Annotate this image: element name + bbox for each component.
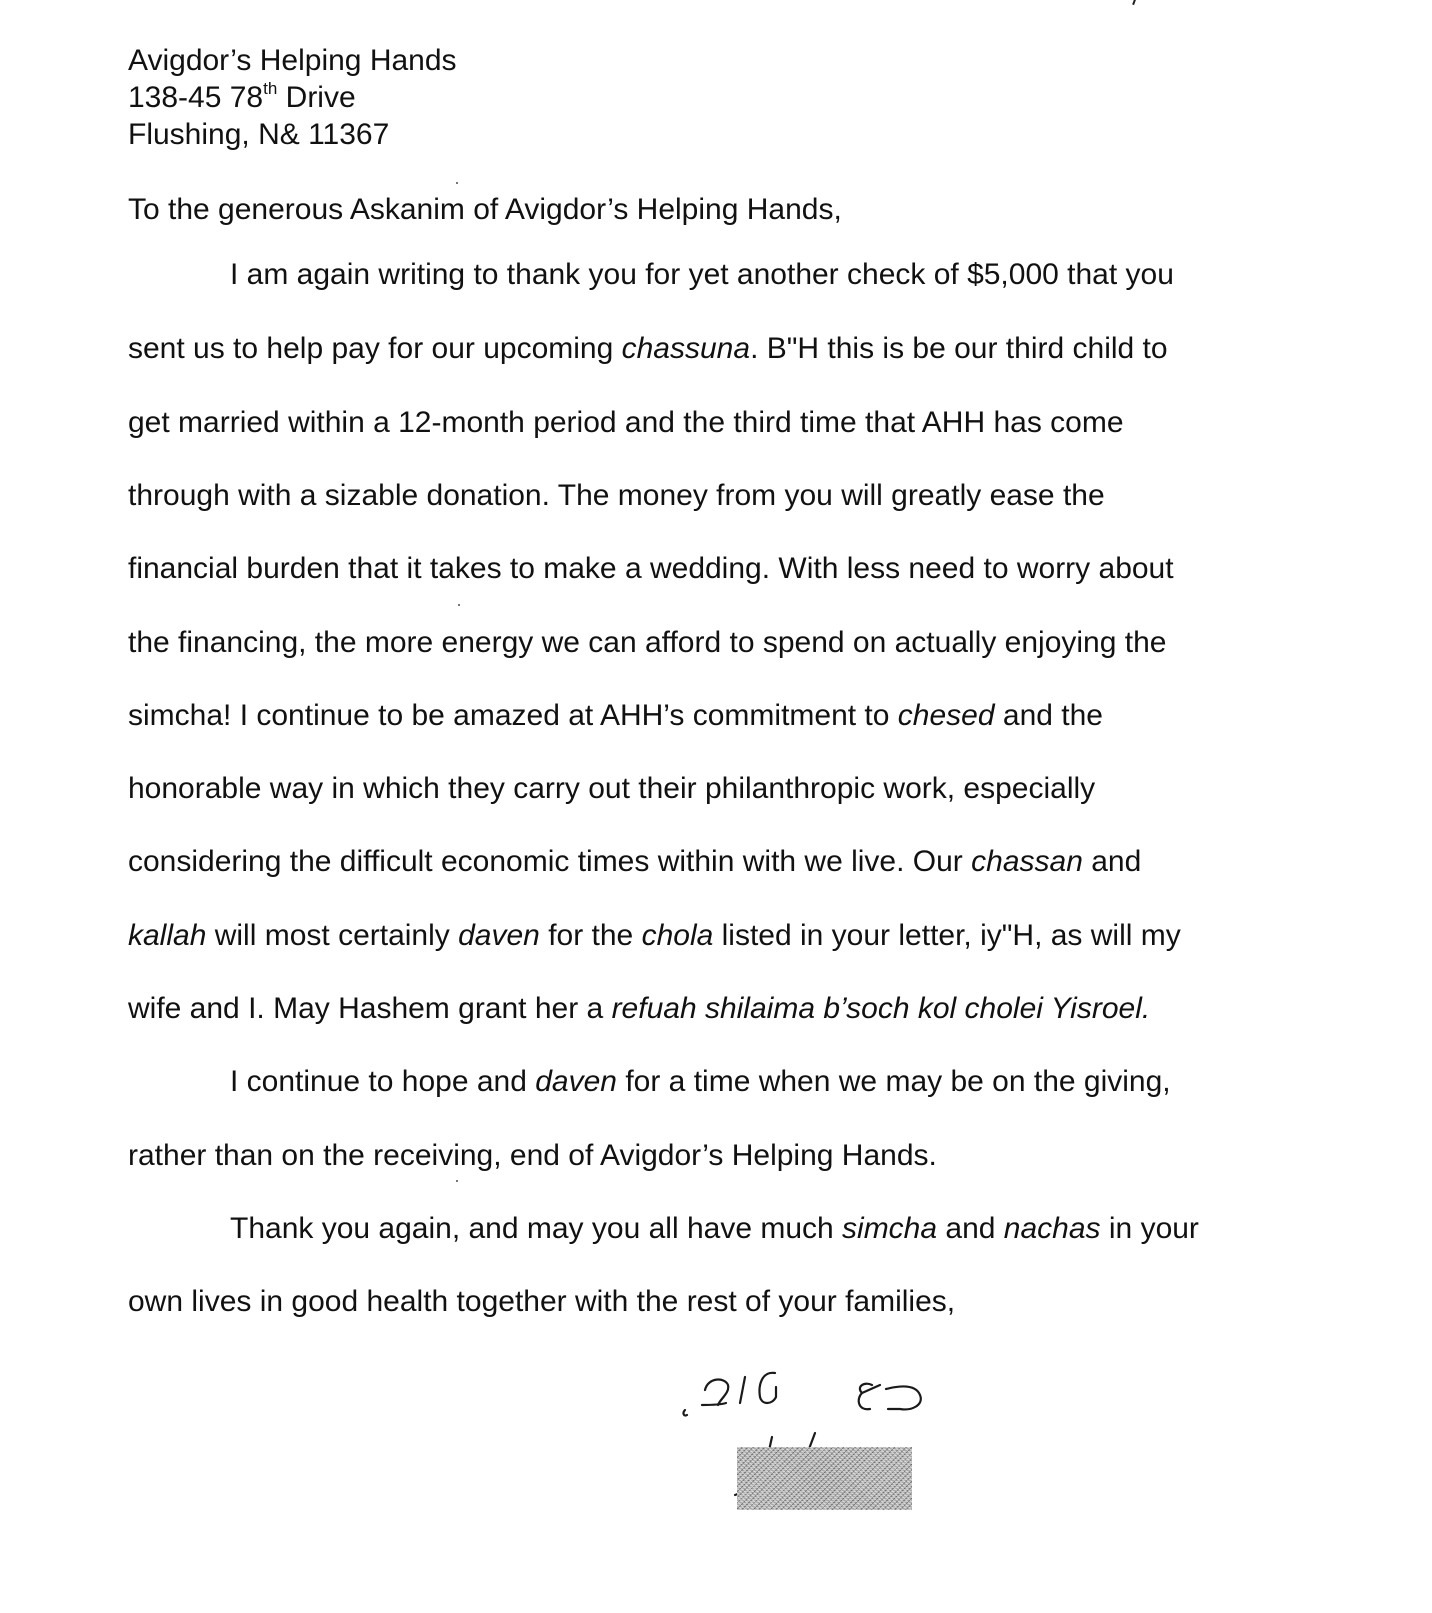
scan-speck [456, 1180, 458, 1182]
address-org: Avigdor’s Helping Hands [128, 44, 457, 77]
body-line: get married within a 12-month period and the third time that AHH has come [128, 406, 1124, 439]
body-line: sent us to help pay for our upcoming chassuna. B"H this is be our third child to [128, 332, 1168, 365]
salutation: To the generous Askanim of Avigdor’s Helping Hands, [128, 193, 842, 226]
scan-mark [1127, 0, 1138, 5]
body-line: financial burden that it takes to make a wedding. With less need to worry about [128, 552, 1174, 585]
scan-speck [456, 182, 458, 184]
body-line: rather than on the receiving, end of Avigdor’s Helping Hands. [128, 1139, 937, 1172]
body-line: wife and I. May Hashem grant her a refuah shilaima b’soch kol cholei Yisroel. [128, 992, 1151, 1025]
body-line: the financing, the more energy we can afford to spend on actually enjoying the [128, 626, 1167, 659]
redacted-name-block [737, 1447, 912, 1510]
body-line: simcha! I continue to be amazed at AHH’s commitment to chesed and the [128, 699, 1103, 732]
recipient-address [128, 42, 457, 153]
body-line: through with a sizable donation. The money from you will greatly ease the [128, 479, 1105, 512]
body-line: honorable way in which they carry out their philanthropic work, especially [128, 772, 1096, 805]
address-street: 138-45 78th Drive [128, 79, 356, 114]
body-line: considering the difficult economic times within with we live. Our chassan and [128, 845, 1142, 878]
body-line: I continue to hope and daven for a time when we may be on the giving, [230, 1065, 1171, 1098]
body-line: Thank you again, and may you all have much simcha and nachas in your [230, 1212, 1199, 1245]
body-line: kallah will most certainly daven for the chola listed in your letter, iy"H, as will my [128, 919, 1181, 952]
scan-speck [458, 604, 460, 606]
address-city: Flushing, N& 11367 [128, 118, 390, 151]
body-line: own lives in good health together with the rest of your families, [128, 1285, 956, 1318]
body-line: I am again writing to thank you for yet another check of $5,000 that you [230, 258, 1174, 291]
